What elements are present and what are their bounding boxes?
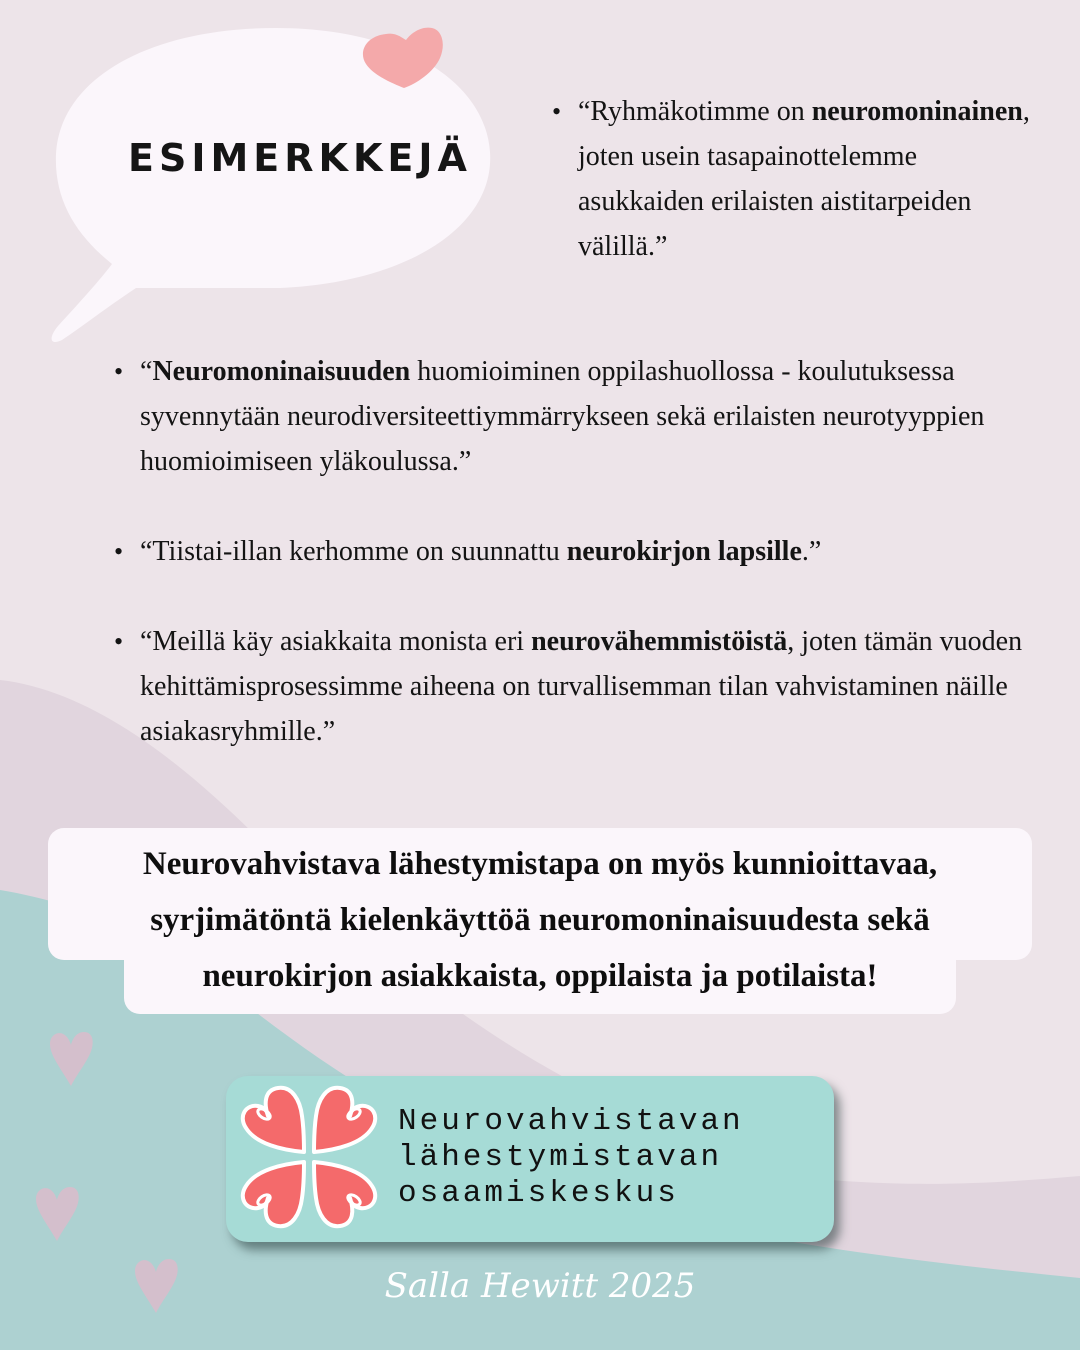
example-highlight: Neuromoninaisuuden <box>152 356 411 387</box>
heart-icon <box>133 1257 179 1315</box>
example-text: “ <box>140 356 153 387</box>
page-title: ESIMERKKEJÄ <box>128 136 472 180</box>
heart-icon <box>358 24 446 96</box>
example-text: “Meillä käy asiakkaita monista eri <box>140 626 532 657</box>
example-list-3 <box>114 529 1044 574</box>
example-item-4 <box>114 619 1044 754</box>
example-list-1 <box>552 89 1032 269</box>
organization-logo <box>226 1076 834 1242</box>
example-list-2 <box>114 349 1044 484</box>
heart-icon <box>34 1185 80 1243</box>
callout-line-1: Neurovahvistava lähestymistapa on myös kunnioittavaa, <box>142 846 938 882</box>
example-highlight: neurokirjon lapsille <box>566 536 802 567</box>
example-item-3 <box>114 529 1044 574</box>
example-text: huomioiminen oppilashuollossa - koulutuksessa syvennytään neurodiversiteettiymmärrykseen sekä erilaisten neurotyyppien huomioimiseen yläkoulussa.” <box>140 356 985 477</box>
callout-line-3: neurokirjon asiakkaista, oppilaista ja potilaista! <box>202 958 878 994</box>
example-text: “Ryhmäkotimme on <box>578 96 812 127</box>
example-text: “Tiistai-illan kerhomme on suunnattu <box>140 536 567 567</box>
logo-line-2: lähestymistavan <box>398 1140 723 1175</box>
author-signature: Salla Hewitt 2025 <box>384 1266 696 1306</box>
four-hearts-clover-icon <box>234 1082 384 1232</box>
heart-icon <box>48 1030 94 1088</box>
example-item-2 <box>114 349 1044 484</box>
logo-line-3: osaamiskeskus <box>398 1176 679 1211</box>
example-item-1 <box>552 89 1032 269</box>
example-text: , joten usein tasapainottelemme asukkaiden erilaisten aistitarpeiden välillä.” <box>578 96 1030 262</box>
example-text: , joten tämän vuoden kehittämisprosessimme aiheena on turvallisemman tilan vahvistaminen näille asiakasryhmille.” <box>140 626 1023 747</box>
example-list-4 <box>114 619 1044 754</box>
example-text: .” <box>801 536 822 567</box>
callout-line-2: syrjimätöntä kielenkäyttöä neuromoninaisuudesta sekä <box>150 902 930 938</box>
logo-wordmark <box>398 1104 744 1212</box>
logo-line-1: Neurovahvistavan <box>398 1104 744 1139</box>
callout-text <box>48 836 1032 1004</box>
example-highlight: neuromoninainen <box>811 96 1023 127</box>
example-highlight: neurovähemmistöistä <box>531 626 788 657</box>
